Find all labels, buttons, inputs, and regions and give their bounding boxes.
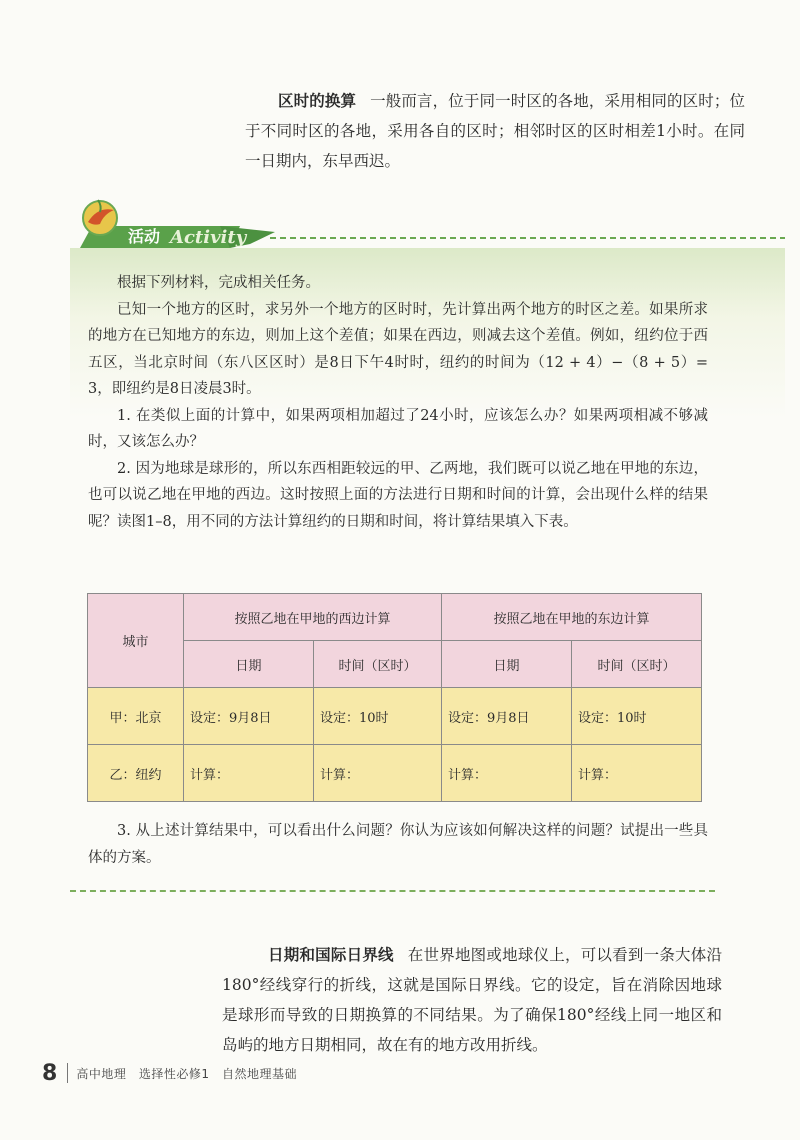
cell-east-date: 计算： — [442, 745, 572, 802]
activity-banner — [70, 196, 790, 256]
header-group-west: 按照乙地在甲地的西边计算 — [184, 594, 442, 641]
cell-east-time: 计算： — [572, 745, 702, 802]
time-zone-paragraph — [245, 86, 745, 176]
cell-east-time: 设定：10时 — [572, 688, 702, 745]
header-west-date: 日期 — [184, 641, 314, 688]
header-west-time: 时间（区时） — [314, 641, 442, 688]
table-row — [88, 688, 702, 745]
cell-city: 乙：纽约 — [88, 745, 184, 802]
cell-west-date: 设定：9月8日 — [184, 688, 314, 745]
section-heading: 区时的换算 — [278, 92, 357, 110]
book-title: 高中地理 选择性必修1 自然地理基础 — [76, 1066, 297, 1081]
activity-material: 已知一个地方的区时，求另外一个地方的区时时，先计算出两个地方的时区之差。如果所求的地方在已知地方的东边，则加上这个差值；如果在西边，则减去这个差值。例如，纽约位于西五区，当北京时间（东八区区时）是8日下午4时时，纽约的时间为（12 + 4）−（8 + 5）= 3，即纽约是8日凌晨3时。 — [88, 301, 708, 397]
activity-end-divider — [70, 890, 715, 892]
section-time-zone-conversion — [245, 86, 745, 176]
activity-question-1: 1. 在类似上面的计算中，如果两项相加超过了24小时，应该怎么办？如果两项相减不够减时，又该怎么办？ — [88, 407, 708, 450]
header-city: 城市 — [88, 594, 184, 688]
section-body: 一般而言，位于同一时区的各地，采用相同的区时；位于不同时区的各地，采用各自的区时；相邻时区的区时相差1小时。在同一日期内，东早西迟。 — [245, 92, 745, 170]
activity-question-3: 3. 从上述计算结果中，可以看出什么问题？你认为应该如何解决这样的问题？试提出一些具体的方案。 — [88, 823, 708, 866]
header-east-time: 时间（区时） — [572, 641, 702, 688]
cell-city: 甲：北京 — [88, 688, 184, 745]
page-number: 8 — [42, 1060, 58, 1086]
activity-content — [88, 270, 708, 535]
activity-label-en: Activity — [170, 227, 247, 248]
cell-west-time: 计算： — [314, 745, 442, 802]
cell-west-date: 计算： — [184, 745, 314, 802]
cell-west-time: 设定：10时 — [314, 688, 442, 745]
bird-icon — [83, 200, 117, 235]
date-line-paragraph — [222, 940, 722, 1060]
activity-question-3-block — [88, 818, 708, 871]
page-footer — [42, 1058, 297, 1088]
cell-east-date: 设定：9月8日 — [442, 688, 572, 745]
time-calculation-table — [87, 593, 702, 802]
table-row — [88, 745, 702, 802]
section-date-line — [222, 940, 722, 1060]
activity-label-cn: 活动 — [128, 227, 161, 246]
activity-question-2: 2. 因为地球是球形的，所以东西相距较远的甲、乙两地，我们既可以说乙地在甲地的东边，也可以说乙地在甲地的西边。这时按照上面的方法进行日期和时间的计算，会出现什么样的结果呢？读图1–8，用不同的方法计算纽约的日期和时间，将计算结果填入下表。 — [88, 460, 708, 530]
section-body: 在世界地图或地球仪上，可以看到一条大体沿180°经线穿行的折线，这就是国际日界线。它的设定，旨在消除因地球是球形而导致的日期换算的不同结果。为了确保180°经线上同一地区和岛屿的地方日期相同，故在有的地方改用折线。 — [222, 946, 722, 1054]
header-group-east: 按照乙地在甲地的东边计算 — [442, 594, 702, 641]
activity-intro: 根据下列材料，完成相关任务。 — [117, 275, 320, 291]
footer-divider — [67, 1063, 68, 1083]
header-east-date: 日期 — [442, 641, 572, 688]
section-heading: 日期和国际日界线 — [268, 946, 394, 964]
